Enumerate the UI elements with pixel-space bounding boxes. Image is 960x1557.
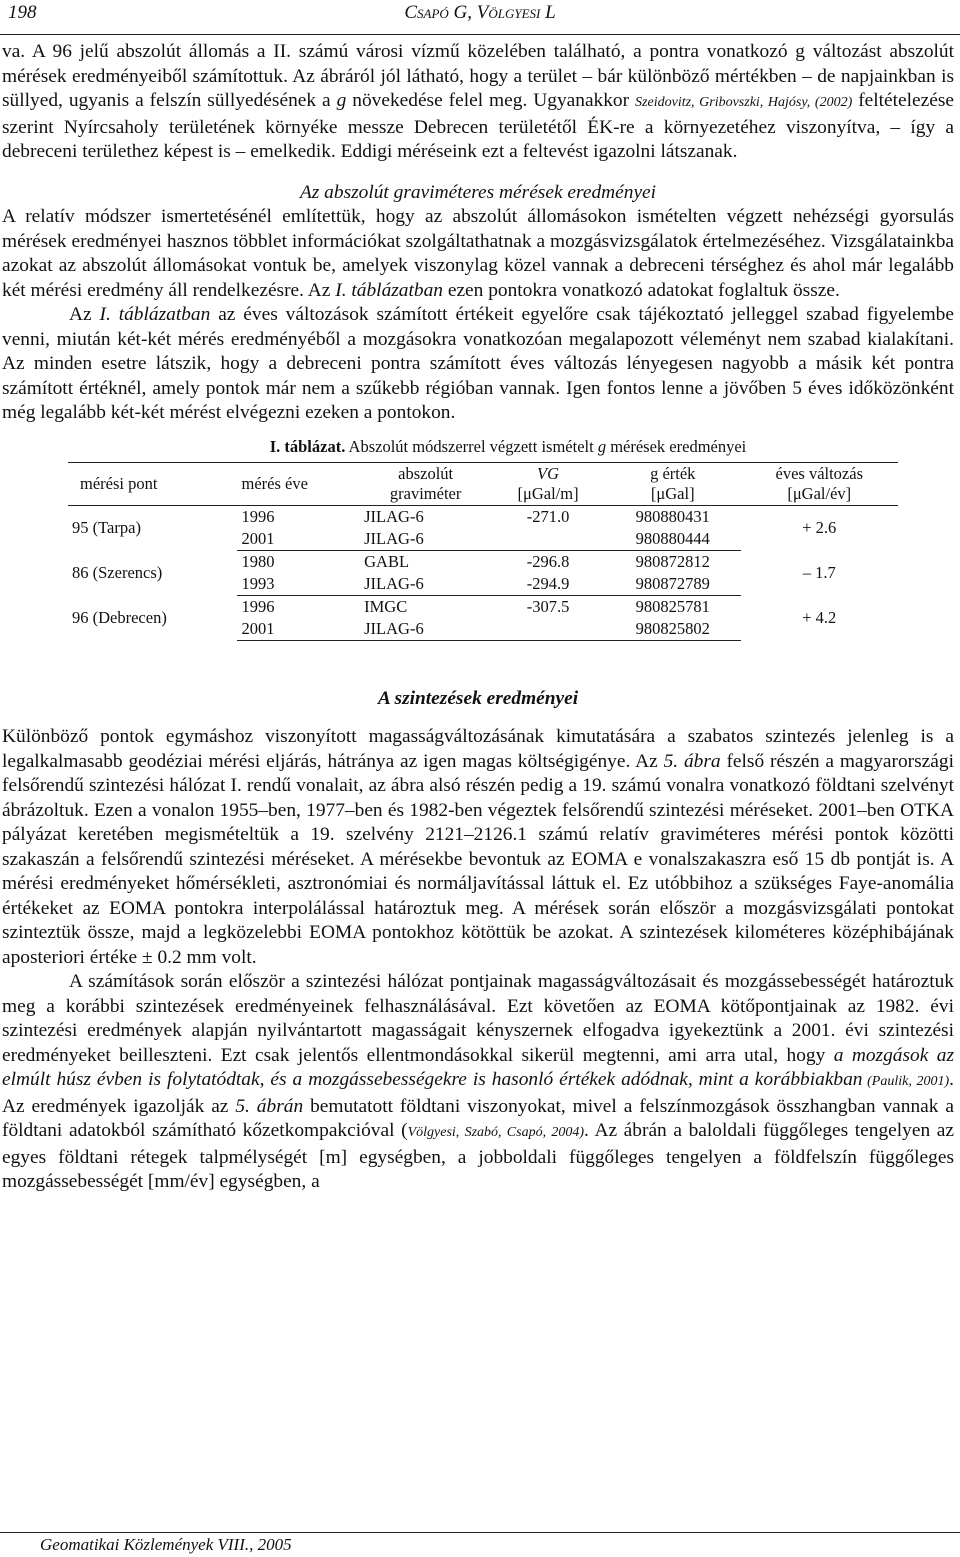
col-header-g: g érték [μGal] (605, 462, 741, 505)
table-row: 1993 JILAG-6 -294.9 980872789 (68, 573, 898, 596)
section-title-absolute-gravimetric: Az abszolút graviméteres mérések eredményei (299, 181, 657, 203)
page-body (2, 40, 954, 1195)
col-header-change: éves változás [μGal/év] (741, 462, 898, 505)
table-row: 2001 JILAG-6 980880444 (68, 528, 898, 551)
running-head: Csapó G, Völgyesi L (404, 2, 556, 23)
table-caption: I. táblázat. Abszolút módszerrel végzett ismételt g mérések eredményei (269, 436, 747, 456)
intro-paragraph: va. A 96 jelű abszolút állomás a II. számú városi vízmű közelében található, a pontra vonatkozó g változást abszolút mérések eredményeiből számítottuk. Az ábráról jól látható, hogy a terület – bár különböző mértékben – de napjainkban is süllyed, ugyanis a felszín süllyedésének a g növekedése felel meg. Ugyanakkor Szeidovitz, Gribovszki, Hajósy, (2002) feltételezése szerint Nyírcsaholy területének környéke messze Debrecen területétől ÉK-re a környezetéhez viszonyítva, – így a debreceni területhez képest is – emelkedik. Eddigi méréseink ezt a feltevést igazolni látszanak. (2, 41, 955, 162)
page-number: 198 (8, 2, 37, 23)
results-table (68, 462, 898, 641)
section-title-leveling: A szintezések eredményei (377, 687, 579, 709)
col-header-point: mérési pont (68, 462, 237, 505)
page-footer (0, 1532, 960, 1557)
table-row: 86 (Szerencs) 1980 GABL -296.8 980872812 – 1.7 (72, 551, 836, 582)
citation: Szeidovitz, Gribovszki, Hajósy, (2002) (635, 95, 853, 110)
col-header-gravimeter: abszolút graviméter (360, 462, 491, 505)
paragraph: Az I. táblázatban az éves változások számított értékeit egyelőre csak tájékoztató jelleggel szabad figyelembe venni, miután két-két mérés eredményéből a mozgásokra vonatkozóan megalapozott véleményt nem szabad kialakítani. Az minden esetre látszik, hogy a debreceni pontra számított éves változás lényegesen nagyobb a másik két pontra számított értéknél, amely pontok már nem a szűkebb régióban vannak. Igen fontos lenne a jövőben 5 éves időközönként még legalább két-két mérést elvégezni ezeken a pontokon. (2, 304, 954, 423)
table-row: 96 (Debrecen) 1996 IMGC -307.5 980825781 + 4.2 (72, 596, 837, 627)
paragraph: A relatív módszer ismertetésénél említettük, hogy az abszolút állomásokon ismételten végzett nehézségi gyorsulás mérések eredményei hasznos többlet információkat szolgáltathatnak a mozgásvizsgálatok értelmezéséhez. Vizsgálatainkba azokat az abszolút állomásokat vontuk be, amelyek viszonylag közel vannak a debreceni térséghez és ahol már legalább két mérési eredmény áll rendelkezésre. Az I. táblázatban ezen pontokra vonatkozó adatokat foglaltuk össze. (2, 206, 954, 301)
paragraph: A számítások során először a szintezési hálózat pontjainak magasságváltozásait és mozgássebességét határoztuk meg a korábbi szintezések eredményeinek felhasználásával. Ezt követően az EOMA kötőpontjainak az 1982. évi szintezési eredmények alapján nyilvántartott magasságait kényszernek elfogadva igyekeztünk a 2001. évi szintezési eredményeket beilleszteni. Ezt csak jelentős ellentmondásokkal sikerül megtenni, ami arra utal, hogy a mozgások az elmúlt húsz évben is folytatódtak, és a mozgássebességekre is hasonló értékek adódnak, mint a korábbiakban (Paulik, 2001). Az eredmények igazolják az 5. ábrán bemutatott földtani viszonyokat, mivel a felszínmozgások összhangban vannak a földtani adatokból számítható kőzetkompakcióval (Völgyesi, Szabó, Csapó, 2004). Az ábrán a baloldali függőleges tengelyen az egyes földtani rétegek talpmélységét [m] egységben, a jobboldali függőleges tengelyen a földfelszín függőleges mozgássebességét [mm/év] egységben, a (2, 971, 955, 1192)
col-header-year: mérés éve (237, 462, 360, 505)
table-row: 2001 JILAG-6 980825802 (68, 618, 898, 641)
paragraph: Különböző pontok egymáshoz viszonyított magasságváltozásának kimutatására a szabatos szintezés jelenleg is a legalkalmasabb geodéziai mérési eljárás, hátránya az igen magas költségigénye. Az 5. ábra felső részén a magyarországi felsőrendű szintezési hálózat I. rendű vonalait, az ábra alsó részén pedig a 19. számú vonalra vonatkozó földtani szelvényt ábrázoltuk. Ezen a vonalon 1955–ben, 1977–ben és 1982-ben végeztek felsőrendű szintezési méréseket. 2001–ben OTKA pályázat keretében megismételtük a 19. szelvény 2121–2126.1 számú relatív graviméteres mérési pontok közötti szakaszán a felsőrendű szintezési méréseket. A mérésekbe bevontuk az EOMA e vonalszakaszra eső 15 db pontját is. A mérési eredményeket hőmérsékleti, asztronómiai és normáljavítással láttuk el. Ez utóbbihoz a szükséges Faye-anomália értékeket az EOMA pontokra interpolálással határoztuk meg. A mérések során először a mozgásvizsgálati pontokat szinteztük össze, majd a legközelebbi EOMA pontokhoz kötöttük be azokat. A szintezések kilométeres középhibájának aposteriori értéke ± 0.2 mm volt. (2, 726, 954, 968)
col-header-vg: VG [μGal/m] (491, 462, 605, 505)
page-header (0, 0, 960, 35)
journal-name: Geomatikai Közlemények VIII., 2005 (40, 1535, 292, 1554)
table-row: 95 (Tarpa) 1996 JILAG-6 -271.0 980880431 + 2.6 (68, 505, 898, 528)
